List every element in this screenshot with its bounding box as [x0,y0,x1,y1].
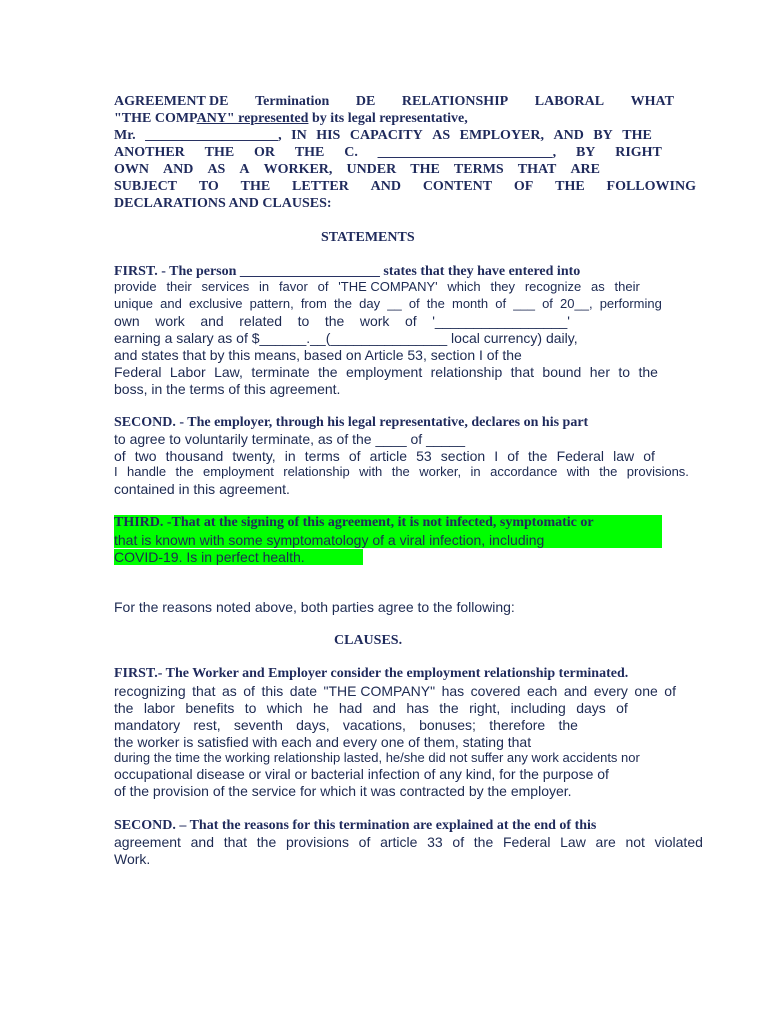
word: thousand [165,448,224,464]
word: day [359,296,381,311]
word: the [324,313,345,329]
word: vacations, [342,717,406,733]
word: of [507,448,519,464]
clause-first-line-4 [114,717,578,733]
word: pattern, [249,296,294,311]
word: that [192,683,216,699]
word: has [406,700,429,716]
word: A [239,162,250,177]
word: AND [553,128,584,143]
word: 33 [427,834,443,850]
transition-sentence: For the reasons noted above, both parties agree to the following: [114,599,515,615]
word: FOLLOWING [606,179,696,194]
word: article [380,834,418,850]
intro-line-2: "THE COMPANY" represented by its legal representative, [114,111,468,126]
word: __ [387,296,402,311]
word: worker, [419,464,462,479]
word: OWN [114,162,149,177]
word: bound [542,364,582,380]
word: of [616,700,628,716]
word: work [155,313,185,329]
document-title [114,94,674,110]
word: in [470,464,481,479]
word: every [593,683,628,699]
word: from [300,296,327,311]
word: Labor [169,364,206,380]
statement-first-line-2 [114,279,640,294]
word: the [426,296,445,311]
word: bonuses; [419,717,476,733]
word: to [297,313,310,329]
word: of [643,448,655,464]
word: WORKER, [263,162,333,177]
word: the [256,834,277,850]
clause-second-line-2 [114,834,703,850]
statement-second-line-2: to agree to voluntarily terminate, as of the ____ of _____ [114,431,466,447]
word: WHAT [630,94,674,109]
word: ___________________, [145,128,282,143]
word: covered [470,683,521,699]
word: 20__, [560,296,593,311]
word: violated [654,834,703,850]
word: OR [254,145,275,160]
word: THAT [517,162,557,177]
word: '_________________' [432,313,570,329]
word: exclusive [189,296,243,311]
word: of [114,448,126,464]
word: related [239,313,283,329]
word: he [312,700,329,716]
word: EMPLOYER, [459,128,544,143]
clause-second-line-3: Work. [114,851,151,867]
word: article [369,448,408,464]
clause-first-line-5: the worker is satisfied with each and every one of them, stating that [114,734,532,750]
word: the [528,448,548,464]
word: I [494,448,499,464]
word: recognizing [114,683,186,699]
word: the [638,364,658,380]
word: in [284,448,296,464]
intro-line-5 [114,162,600,178]
word: section [440,448,486,464]
word: relationship [430,364,503,380]
word: of [542,296,553,311]
word: law [613,448,635,464]
word: to [618,364,631,380]
word: ANOTHER [114,145,185,160]
word: terms [304,448,340,464]
word: the [333,296,353,311]
word: they [490,279,516,294]
statement-second-line-5: contained in this agreement. [114,481,290,497]
word: IN [291,128,307,143]
word: CONTENT [422,179,493,194]
word: 53 [416,448,432,464]
word: provide [114,279,157,294]
word: and [563,683,588,699]
word: her [589,364,610,380]
word: the [318,364,338,380]
intro-line-7: DECLARATIONS AND CLAUSES: [114,196,332,211]
word: AS [432,128,451,143]
word: seventh [233,717,283,733]
clauses-heading: CLAUSES. [334,633,403,648]
word: of [348,448,361,464]
word: mandatory [114,717,181,733]
word: Law [560,834,586,850]
word: the [175,464,194,479]
statement-third-line-1: THIRD. -That at the signing of this agreement, it is not infected, symptomatic or [114,515,662,532]
statement-first-line-8: boss, in the terms of this agreement. [114,381,341,397]
word: this [261,683,284,699]
word: employment [203,464,274,479]
word: ARE [570,162,600,177]
word: their [614,279,640,294]
clause-second-line-1: SECOND. – That the reasons for this termination are explained at the end of this [114,818,597,833]
word: recognize [524,279,582,294]
word: THE [622,128,652,143]
word: relationship [283,464,350,479]
word: which [447,279,481,294]
statement-second-line-3 [114,448,655,464]
word: work [359,313,390,329]
word: DE [355,94,376,109]
word: Federal [114,364,162,380]
statement-first-line-7 [114,364,658,380]
word: the [114,700,134,716]
word: rest, [193,717,221,733]
statement-third-line-3: COVID-19. Is in perfect health. [114,549,363,565]
statement-third-line-2: that is known with some symptomatology of a viral infection, including [114,532,662,548]
word: handle [127,464,167,479]
statement-first-line-5: earning a salary as of $______.__(_______________ local currency) daily, [114,330,578,346]
word: AS [207,162,226,177]
word: with [566,464,590,479]
word: the [558,717,578,733]
word: Federal [502,834,551,850]
clause-first-line-1: FIRST.- The Worker and Employer consider the employment relationship terminated. [114,666,629,681]
word: twenty, [232,448,276,464]
word: BY [575,145,596,160]
word: Mr. [114,128,136,143]
word: C. [344,145,358,160]
clause-first-line-3 [114,700,628,716]
word: date [289,683,317,699]
word: therefore [489,717,546,733]
word: to [244,700,257,716]
intro-line-6 [114,179,696,195]
word: one [634,683,658,699]
word: Law, [214,364,243,380]
word: of [317,279,329,294]
word: RELATIONSHIP [401,94,509,109]
word: and [190,834,214,850]
word: OF [513,179,534,194]
word: I [114,464,118,479]
word: provisions [285,834,349,850]
clause-first-line-2 [114,683,676,699]
word: AND [163,162,194,177]
word: "THE COMPANY" [323,683,436,699]
word: the [599,464,618,479]
word: days, [296,717,330,733]
word: THE [204,145,235,160]
word: right, [469,700,501,716]
statement-first-line-6: and states that by this means, based on Article 53, section I of the [114,347,522,363]
word: as [591,279,605,294]
word: CAPACITY [349,128,423,143]
statement-second-line-4 [114,464,689,479]
word: the [391,464,410,479]
word: accordance [490,464,558,479]
word: employment [345,364,423,380]
word: of [408,296,420,311]
word: HIS [316,128,341,143]
word: as [221,683,237,699]
word: had [338,700,363,716]
word: AGREEMENT DE [114,94,229,109]
word: AND [370,179,401,194]
word: that [223,834,248,850]
statement-second-line-1: SECOND. - The employer, through his legal representative, declares on his part [114,415,589,430]
word: not [625,834,645,850]
word: Termination [255,94,330,109]
word: of [664,683,676,699]
word: and [160,296,182,311]
word: BY [593,128,613,143]
word: 'THE COMPANY' [338,279,438,294]
word: which [266,700,303,716]
word: THE [410,162,440,177]
word: and [372,700,396,716]
word: SUBJECT [114,179,178,194]
word: the [473,834,494,850]
word: with [359,464,383,479]
word: LABORAL [534,94,605,109]
word: of [358,834,371,850]
word: of [404,313,417,329]
word: TO [198,179,219,194]
word: favor [278,279,308,294]
word: benefits [185,700,235,716]
clause-first-line-7: occupational disease or viral or bacterial infection of any kind, for the purpose of [114,766,609,782]
word: and [200,313,224,329]
word: the [439,700,459,716]
word: TERMS [453,162,504,177]
statements-heading: STATEMENTS [321,230,415,245]
word: agreement [114,834,181,850]
word: month [452,296,489,311]
word: including [510,700,566,716]
statement-first-line-1: FIRST. - The person ____________________ states that they have entered into [114,264,581,279]
clause-first-line-6: during the time the working relationship lasted, he/she did not suffer any work accidents nor [114,750,640,765]
word: has [441,683,465,699]
word: in [259,279,270,294]
statement-first-line-3 [114,296,662,311]
word: _________________________, [377,145,557,160]
intro-line-3 [114,128,652,144]
word: of [243,683,255,699]
word: labor [143,700,175,716]
word: each [526,683,558,699]
word: RIGHT [615,145,662,160]
word: that [510,364,534,380]
word: days [576,700,606,716]
word: UNDER [346,162,397,177]
word: Federal [556,448,605,464]
intro-line-4 [114,145,662,161]
word: THE [240,179,271,194]
word: of [495,296,507,311]
statement-first-line-4 [114,313,570,329]
word: services [201,279,250,294]
word: provisions. [626,464,689,479]
word: are [595,834,616,850]
word: two [134,448,157,464]
word: their [166,279,192,294]
word: performing [599,296,662,311]
word: THE [294,145,325,160]
word: own [114,313,140,329]
clause-first-line-8: of the provision of the service for which it was contracted by the employer. [114,783,572,799]
word: terminate [251,364,310,380]
word: ___ [513,296,535,311]
word: THE [555,179,585,194]
word: unique [114,296,154,311]
word: LETTER [292,179,349,194]
word: of [452,834,465,850]
